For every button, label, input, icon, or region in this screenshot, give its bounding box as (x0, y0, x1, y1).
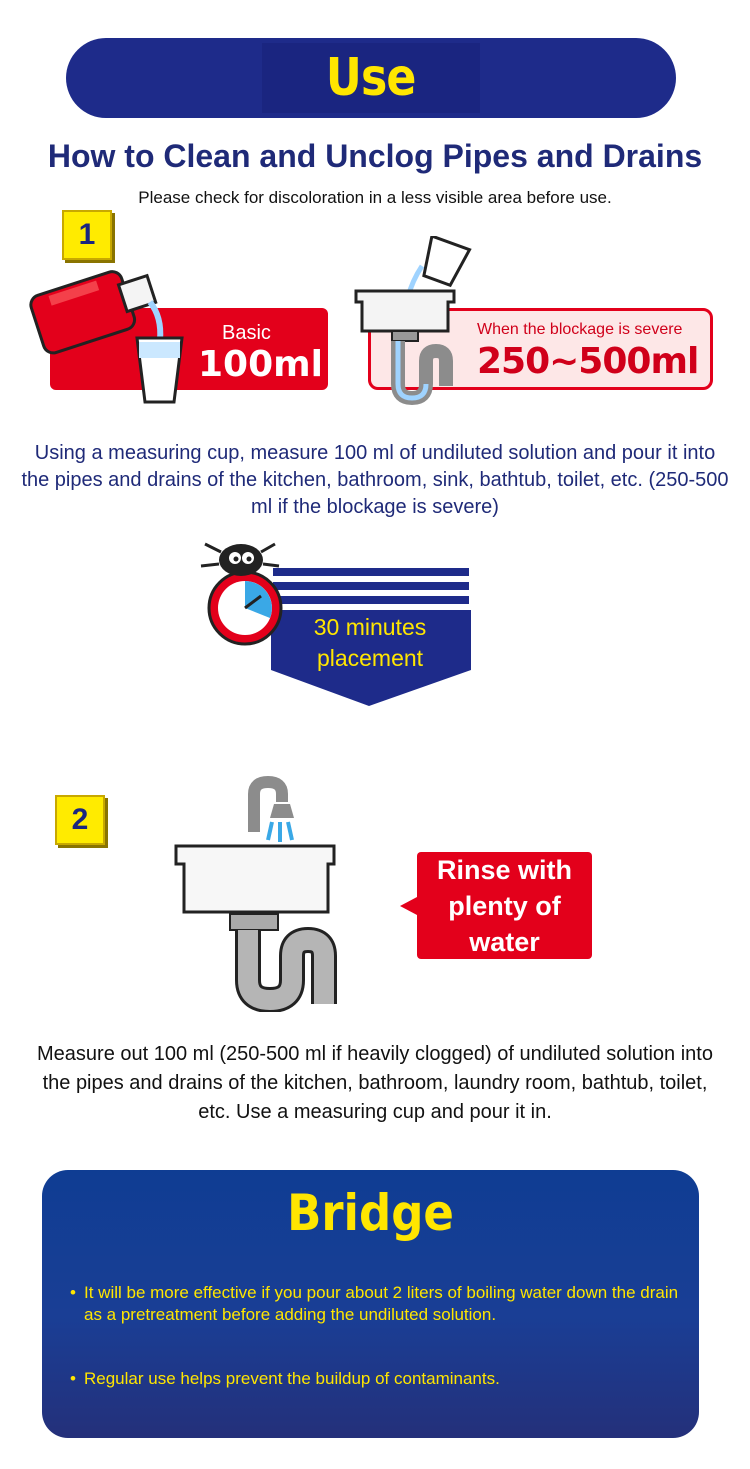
use-banner-inner (262, 43, 479, 113)
sink-pour-icon (352, 236, 492, 406)
bottle-pour-icon (22, 262, 192, 412)
severe-amount: 250~500ml (477, 341, 699, 382)
callout-pointer (400, 897, 417, 915)
step-2-number: 2 (71, 803, 89, 836)
bridge-bullet-2-text: Regular use helps prevent the buildup of contaminants. (84, 1369, 500, 1388)
step-1-number: 1 (78, 218, 96, 251)
step-2-badge (55, 795, 105, 845)
step-1-description: Using a measuring cup, measure 100 ml of undiluted solution and pour it into the pipes and drains of the kitchen, bathroom, sink, bathtub, toilet, etc. (250-500 ml if the blockage is severe) (21, 442, 729, 518)
use-title: Use (326, 48, 416, 108)
page-title: How to Clean and Unclog Pipes and Drains (47, 138, 703, 174)
step-1-badge (62, 210, 112, 260)
basic-amount: 100ml (198, 344, 323, 385)
bridge-title: Bridge (287, 1184, 454, 1242)
bridge-bullet-2 (70, 1368, 680, 1390)
sink-rinse-icon (170, 772, 370, 1012)
bridge-bullet-1-text: It will be more effective if you pour about 2 liters of boiling water down the drain as a pretreatment before adding the undiluted solution. (84, 1283, 679, 1324)
timer-line-2: placement (316, 645, 424, 671)
bullet-dot-icon: • (70, 1283, 76, 1302)
timer-line-1: 30 minutes (313, 614, 427, 640)
bullet-dot-icon: • (70, 1369, 76, 1388)
step-2-description: Measure out 100 ml (250-500 ml if heavily clogged) of undiluted solution into the pipes and drains of the kitchen, bathroom, laundry room, bathtub, toilet, etc. Use a measuring cup and pour it in. (37, 1043, 713, 1123)
bridge-panel (42, 1170, 699, 1438)
bridge-bullet-1 (70, 1282, 680, 1326)
discoloration-note: Please check for discoloration in a less visible area before use. (138, 188, 612, 207)
timer-label (270, 612, 470, 674)
basic-label: Basic (222, 322, 271, 344)
rinse-callout: Rinse with plenty of water (417, 852, 592, 959)
severe-label: When the blockage is severe (477, 321, 683, 338)
use-banner (66, 38, 676, 118)
